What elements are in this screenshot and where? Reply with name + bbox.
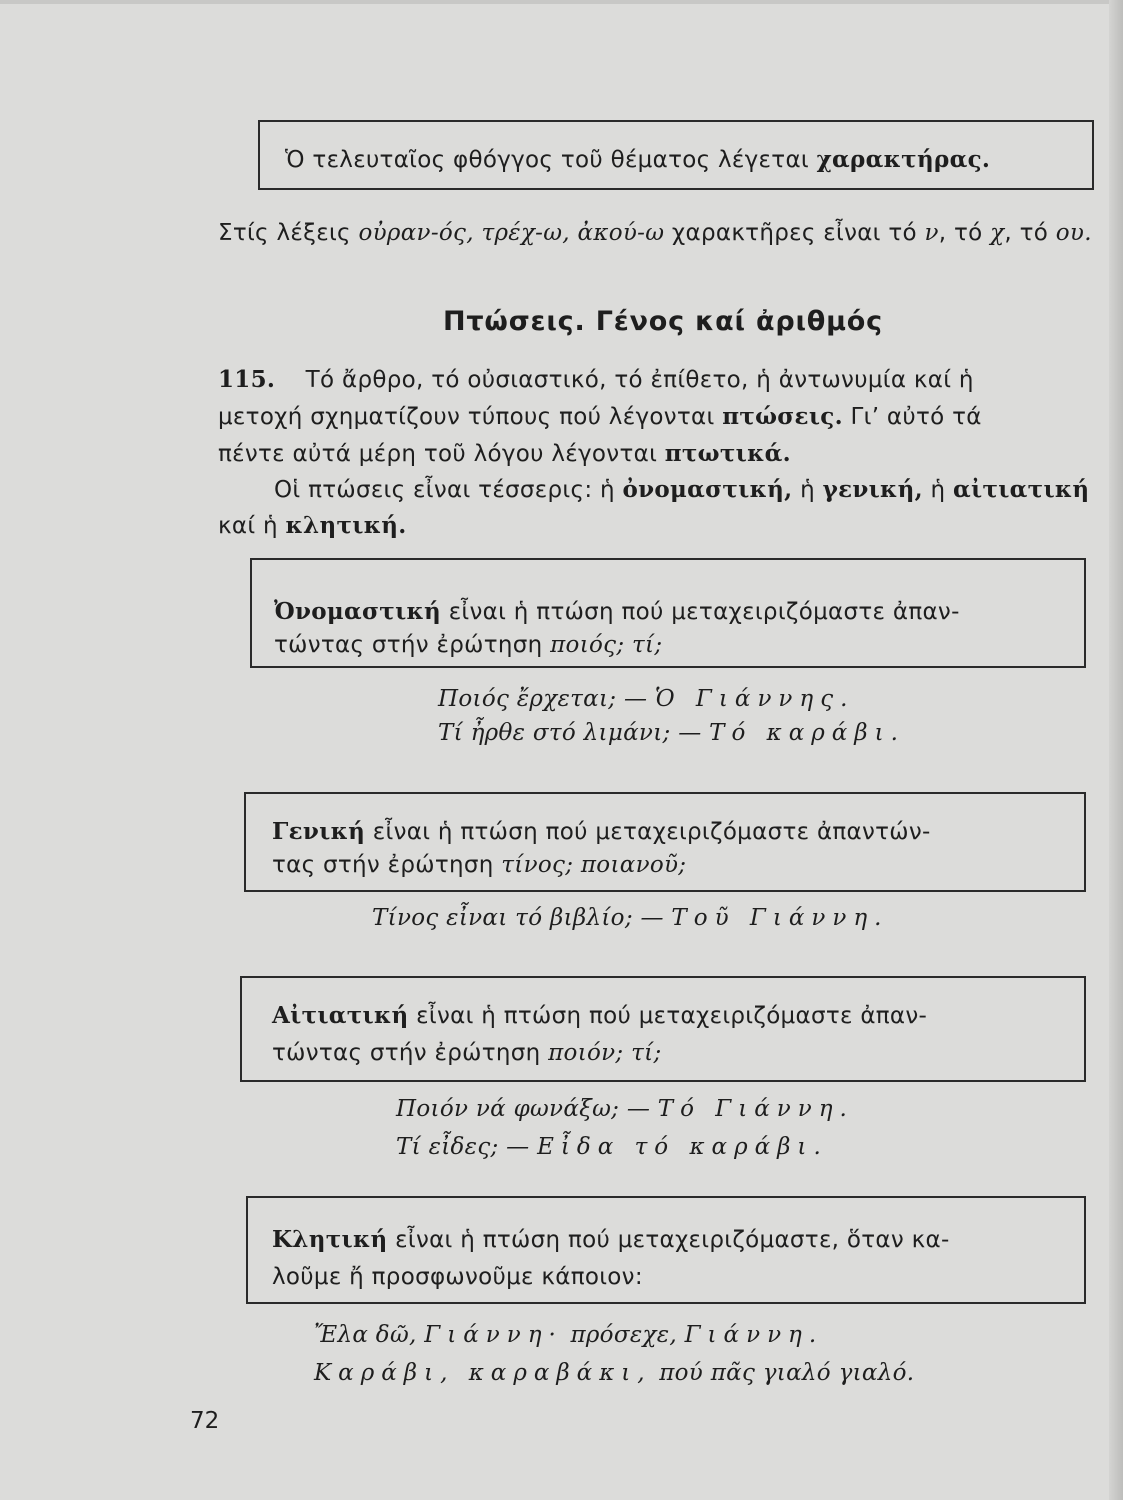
nominative-def-line-2: τώντας στήν ἐρώτηση ποιός; τί; bbox=[274, 632, 663, 658]
vocative-example-2: Καράβι, καραβάκι, πού πᾶς γιαλό γιαλό. bbox=[314, 1360, 915, 1386]
accusative-box bbox=[240, 976, 1086, 1082]
accusative-example-1: Ποιόν νά φωνάξω; — Τό Γιάννη. bbox=[396, 1096, 854, 1122]
nominative-example-1: Ποιός ἔρχεται; — Ὁ Γιάννης. bbox=[438, 686, 855, 712]
nominative-example-2: Τί ἦρθε στό λιμάνι; — Τό καράβι. bbox=[438, 720, 905, 746]
vocative-def-line-1: Κλητική εἶναι ἡ πτώση πού μεταχειριζόμαστε, ὅταν κα- bbox=[272, 1226, 950, 1253]
page-number: 72 bbox=[190, 1408, 220, 1434]
vocative-def-line-2: λοῦμε ἤ προσφωνοῦμε κάποιον: bbox=[272, 1264, 643, 1290]
accusative-def-line-1: Αἰτιατική εἶναι ἡ πτώση πού μεταχειριζόμαστε ἀπαν- bbox=[272, 1002, 928, 1029]
genitive-example-1: Τίνος εἶναι τό βιβλίο; — Τοῦ Γιάννη. bbox=[372, 905, 889, 931]
genitive-def-line-1: Γενική εἶναι ἡ πτώση πού μεταχειριζόμαστε ἀπαντών- bbox=[272, 818, 931, 845]
paragraph-line-5: καί ἡ κλητική. bbox=[218, 512, 407, 539]
page-right-edge bbox=[1109, 0, 1123, 1500]
definition-text: Ὁ τελευταῖος φθόγγος τοῦ θέματος λέγεται χαρακτήρας. bbox=[285, 146, 991, 173]
accusative-example-2: Τί εἶδες; — Εἶδα τό καράβι. bbox=[396, 1134, 828, 1160]
paragraph-line-2: μετοχή σχηματίζουν τύπους πού λέγονται πτώσεις. Γι’ αὐτό τά bbox=[218, 403, 982, 430]
paragraph-line-1: 115. Τό ἄρθρο, τό οὐσιαστικό, τό ἐπίθετο, ἡ ἀντωνυμία καί ἡ bbox=[218, 366, 974, 393]
nominative-def-line-1: Ὀνομαστική εἶναι ἡ πτώση πού μεταχειριζόμαστε ἀπαν- bbox=[274, 598, 960, 625]
term-charaktiras: χαρακτήρας. bbox=[816, 146, 991, 173]
paragraph-number: 115. bbox=[218, 366, 276, 393]
section-title: Πτώσεις. Γένος καί ἀριθμός bbox=[443, 306, 883, 337]
accusative-def-line-2: τώντας στήν ἐρώτηση ποιόν; τί; bbox=[272, 1040, 662, 1066]
example-line: Στίς λέξεις οὐραν-ός, τρέχ-ω, ἀκού-ω χαρακτῆρες εἶναι τό ν, τό χ, τό ου. bbox=[218, 220, 1092, 246]
vocative-example-1: Ἔλα δῶ, Γιάννη· πρόσεχε, Γιάννη. bbox=[314, 1322, 824, 1348]
paragraph-line-4: Οἱ πτώσεις εἶναι τέσσερις: ἡ ὀνομαστική, ἡ γενική, ἡ αἰτιατική bbox=[274, 476, 1090, 503]
page-top-edge bbox=[0, 0, 1123, 4]
genitive-def-line-2: τας στήν ἐρώτηση τίνος; ποιανοῦ; bbox=[272, 852, 687, 878]
paragraph-line-3: πέντε αὐτά μέρη τοῦ λόγου λέγονται πτωτικά. bbox=[218, 440, 791, 467]
